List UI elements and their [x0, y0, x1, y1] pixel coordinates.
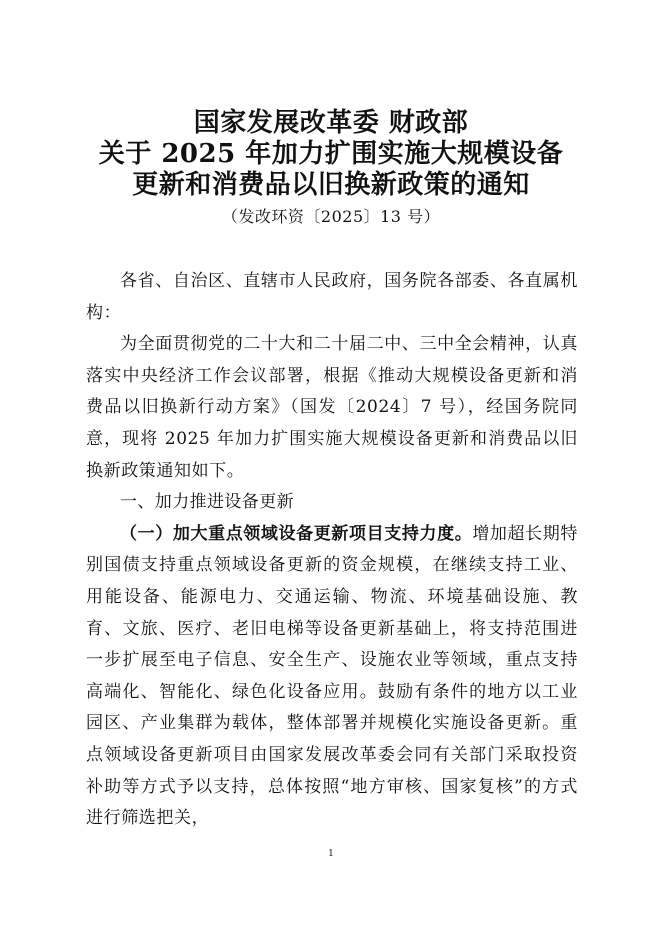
document-title-block	[0, 108, 662, 228]
page-number: 1	[328, 849, 334, 859]
subsection-paragraph	[86, 519, 578, 835]
subsection-bold-lead: （一）加大重点领域设备更新项目支持力度。	[120, 523, 473, 544]
salutation: 各省、自治区、直辖市人民政府，国务院各部委、各直属机构：	[86, 271, 578, 323]
title-line-1: 国家发展改革委 财政部	[193, 108, 469, 138]
subsection-text: 增加超长期特别国债支持重点领域设备更新的资金规模，在继续支持工业、用能设备、能源电力、交通运输、物流、环境基础设施、教育、文旅、医疗、老旧电梯等设备更新基础上，将支持范围进一步扩展至电子信息、安全生产、设施农业等领域，重点支持高端化、智能化、绿色化设备应用。鼓励有条件的地方以工业园区、产业集群为载体，整体部署并规模化实施设备更新。重点领域设备更新项目由国家发展改革委会同有关部门采取投资补助等方式予以支持，总体按照“地方审核、国家复核”的方式进行筛选把关，	[86, 523, 578, 829]
title-line-3: 更新和消费品以旧换新政策的通知	[132, 170, 530, 200]
section-heading: 一、加力推进设备更新	[120, 492, 294, 513]
title-line-2: 关于 2025 年加力扩围实施大规模设备	[98, 139, 564, 169]
document-body	[86, 266, 578, 835]
document-number: （发改环资〔2025〕13 号）	[221, 207, 441, 226]
intro-paragraph: 为全面贯彻党的二十大和二十届二中、三中全会精神，认真落实中央经济工作会议部署，根据《推动大规模设备更新和消费品以旧换新行动方案》（国发〔2024〕7 号），经国务院同意，现将 2025 年加力扩围实施大规模设备更新和消费品以旧换新政策通知如下。	[86, 334, 578, 481]
